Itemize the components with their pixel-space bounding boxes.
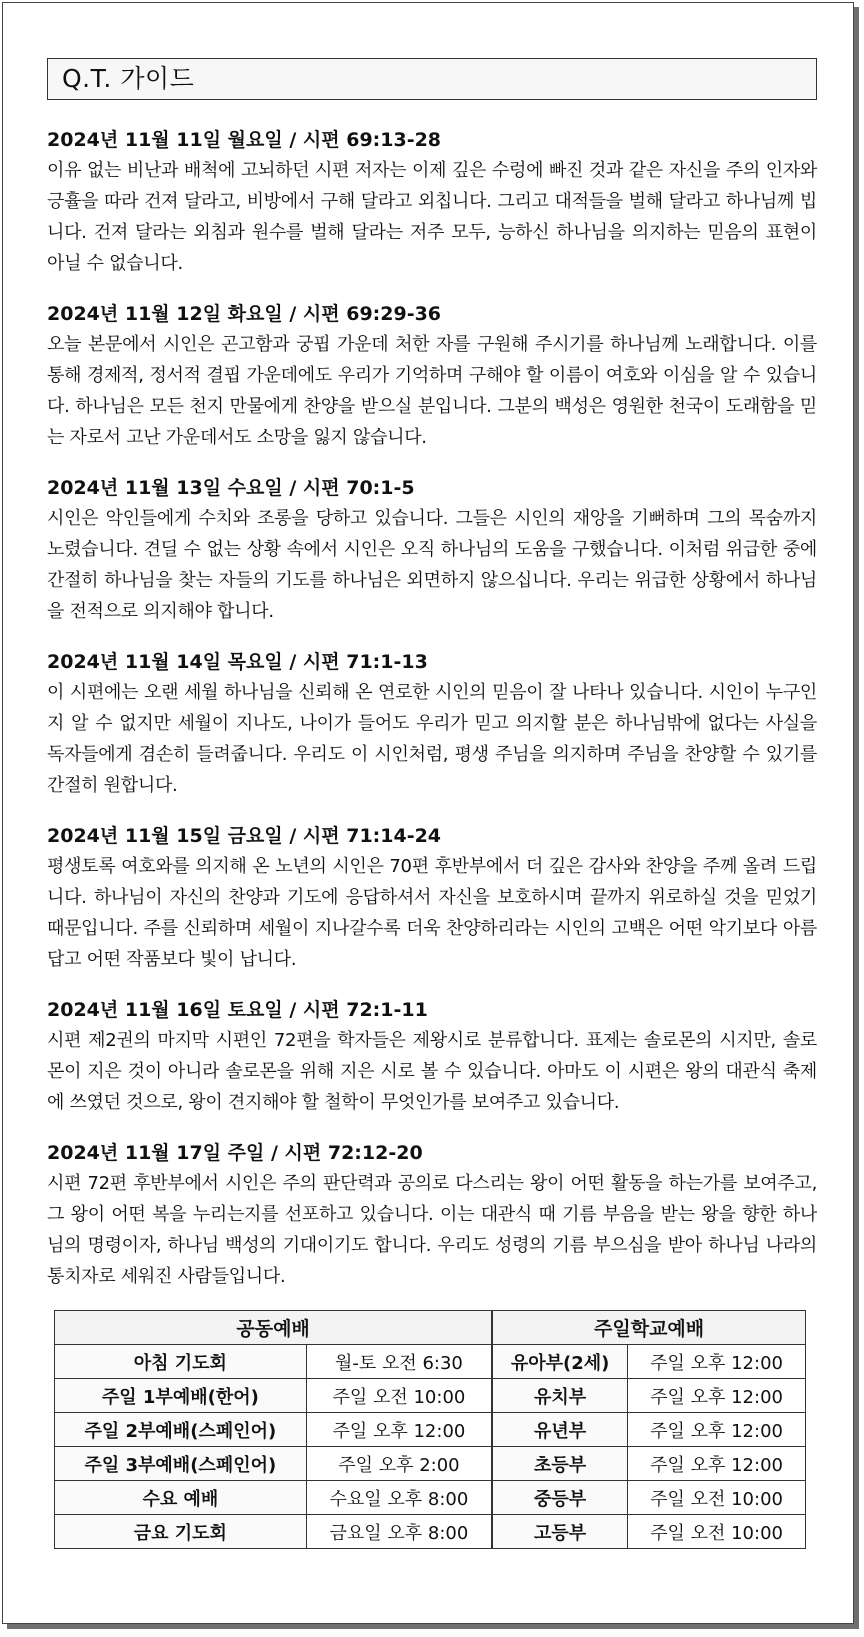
school-time: 주일 오후 12:00 <box>628 1379 806 1413</box>
school-time: 주일 오전 10:00 <box>628 1515 806 1549</box>
table-row <box>55 1413 806 1447</box>
qt-entry <box>47 647 817 801</box>
service-time: 주일 오후 2:00 <box>306 1447 492 1481</box>
qt-entry <box>47 821 817 975</box>
worship-schedule-table <box>54 1310 806 1549</box>
school-name: 유년부 <box>492 1413 627 1447</box>
school-name: 유치부 <box>492 1379 627 1413</box>
qt-entry <box>47 1138 817 1292</box>
entry-body: 시편 제2권의 마지막 시편인 72편을 학자들은 제왕시로 분류합니다. 표제는 솔로몬의 시지만, 솔로몬이 지은 것이 아니라 솔로몬을 위해 지은 시로 볼 수 있습니다. 아마도 이 시편은 왕의 대관식 축제에 쓰였던 것으로, 왕이 견지해야 할 철학이 무엇인가를 보여주고 있습니다. <box>47 1030 817 1113</box>
entry-heading: 2024년 11월 15일 금요일 / 시편 71:14-24 <box>47 825 442 847</box>
entry-body: 평생토록 여호와를 의지해 온 노년의 시인은 70편 후반부에서 더 깊은 감사와 찬양을 주께 올려 드립니다. 하나님이 자신의 찬양과 기도에 응답하셔서 자신을 보호하시며 끝까지 위로하실 것을 믿었기 때문입니다. 주를 신뢰하며 세월이 지나갈수록 더욱 찬양하리라는 시인의 고백은 어떤 악기보다 아름답고 어떤 작품보다 빛이 납니다. <box>47 856 817 970</box>
entry-heading: 2024년 11월 11일 월요일 / 시편 69:13-28 <box>47 129 442 151</box>
school-time: 주일 오전 10:00 <box>628 1481 806 1515</box>
entry-heading: 2024년 11월 17일 주일 / 시편 72:12-20 <box>47 1142 423 1164</box>
service-time: 주일 오전 10:00 <box>306 1379 492 1413</box>
qt-entry <box>47 299 817 453</box>
service-time: 수요일 오후 8:00 <box>306 1481 492 1515</box>
school-time: 주일 오후 12:00 <box>628 1447 806 1481</box>
entry-heading: 2024년 11월 14일 목요일 / 시편 71:1-13 <box>47 651 428 673</box>
qt-entry <box>47 473 817 627</box>
service-name: 주일 2부예배(스페인어) <box>55 1413 307 1447</box>
school-name: 고등부 <box>492 1515 627 1549</box>
school-name: 중등부 <box>492 1481 627 1515</box>
entry-heading: 2024년 11월 16일 토요일 / 시편 72:1-11 <box>47 999 428 1021</box>
entry-body: 이 시편에는 오랜 세월 하나님을 신뢰해 온 연로한 시인의 믿음이 잘 나타나 있습니다. 시인이 누구인지 알 수 없지만 세월이 지나도, 나이가 들어도 우리가 믿고 의지할 분은 하나님밖에 없다는 사실을 독자들에게 겸손히 들려줍니다. 우리도 이 시인처럼, 평생 주님을 의지하며 주님을 찬양할 수 있기를 간절히 원합니다. <box>47 682 817 796</box>
table-row <box>55 1481 806 1515</box>
qt-entry <box>47 995 817 1118</box>
entry-body: 시인은 악인들에게 수치와 조롱을 당하고 있습니다. 그들은 시인의 재앙을 기뻐하며 그의 목숨까지 노렸습니다. 견딜 수 없는 상황 속에서 시인은 오직 하나님의 도움을 구했습니다. 이처럼 위급한 중에 간절히 하나님을 찾는 자들의 기도를 하나님은 외면하지 않으십니다. 우리는 위급한 상황에서 하나님을 전적으로 의지해야 합니다. <box>47 508 817 622</box>
entry-body: 이유 없는 비난과 배척에 고뇌하던 시편 저자는 이제 깊은 수렁에 빠진 것과 같은 자신을 주의 인자와 긍휼을 따라 건져 달라고, 비방에서 구해 달라고 외칩니다. 그리고 대적들을 벌해 달라고 하나님께 빕니다. 건져 달라는 외침과 원수를 벌해 달라는 저주 모두, 능하신 하나님을 의지하는 믿음의 표현이 아닐 수 없습니다. <box>47 160 817 274</box>
school-time: 주일 오후 12:00 <box>628 1413 806 1447</box>
table-row <box>55 1379 806 1413</box>
service-name: 주일 1부예배(한어) <box>55 1379 307 1413</box>
entry-body: 시편 72편 후반부에서 시인은 주의 판단력과 공의로 다스리는 왕이 어떤 활동을 하는가를 보여주고, 그 왕이 어떤 복을 누리는지를 선포하고 있습니다. 이는 대관식 때 기름 부음을 받는 왕을 향한 하나님의 명령이자, 하나님 백성의 기대이기도 합니다. 우리도 성령의 기름 부으심을 받아 하나님 나라의 통치자로 세워진 사람들입니다. <box>47 1173 817 1287</box>
school-time: 주일 오후 12:00 <box>628 1345 806 1379</box>
table-header-worship: 공동예배 <box>55 1311 493 1345</box>
school-name: 유아부(2세) <box>492 1345 627 1379</box>
table-row <box>55 1447 806 1481</box>
qt-entry <box>47 125 817 279</box>
service-name: 주일 3부예배(스페인어) <box>55 1447 307 1481</box>
service-time: 주일 오후 12:00 <box>306 1413 492 1447</box>
table-header-sunday-school: 주일학교예배 <box>492 1311 805 1345</box>
entry-heading: 2024년 11월 13일 수요일 / 시편 70:1-5 <box>47 477 415 499</box>
entry-heading: 2024년 11월 12일 화요일 / 시편 69:29-36 <box>47 303 442 325</box>
service-time: 금요일 오후 8:00 <box>306 1515 492 1549</box>
service-time: 월-토 오전 6:30 <box>306 1345 492 1379</box>
service-name: 아침 기도회 <box>55 1345 307 1379</box>
table-row <box>55 1345 806 1379</box>
table-row <box>55 1515 806 1549</box>
service-name: 금요 기도회 <box>55 1515 307 1549</box>
entry-body: 오늘 본문에서 시인은 곤고함과 궁핍 가운데 처한 자를 구원해 주시기를 하나님께 노래합니다. 이를 통해 경제적, 정서적 결핍 가운데에도 우리가 기억하며 구해야 할 이름이 여호와 이심을 알 수 있습니다. 하나님은 모든 천지 만물에게 찬양을 받으실 분입니다. 그분의 백성은 영원한 천국이 도래함을 믿는 자로서 고난 가운데서도 소망을 잃지 않습니다. <box>47 334 817 448</box>
page-title: Q.T. 가이드 <box>62 64 195 93</box>
title-box <box>47 58 817 100</box>
qt-entries <box>47 125 817 1312</box>
school-name: 초등부 <box>492 1447 627 1481</box>
service-name: 수요 예배 <box>55 1481 307 1515</box>
table-header-row <box>55 1311 806 1345</box>
